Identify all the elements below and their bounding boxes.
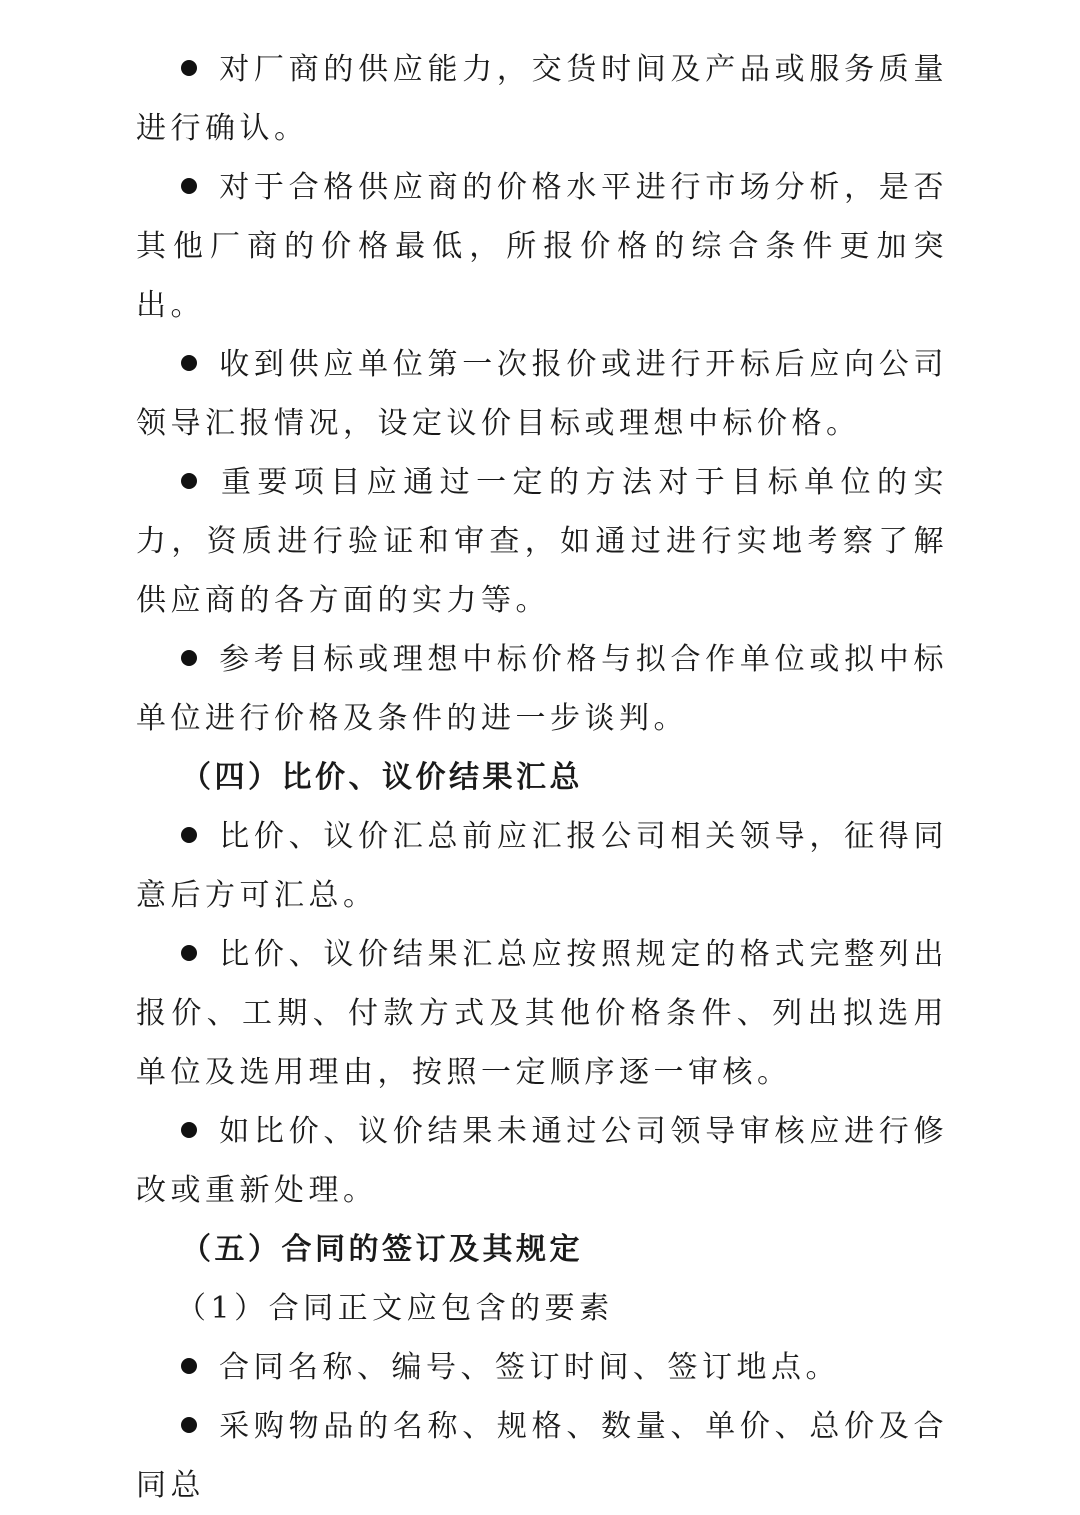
bullet-item [136,1338,948,1397]
bullet-text: 合同名称、编号、签订时间、签订地点。 [219,1350,840,1385]
bullet-dot-icon [181,60,197,76]
bullet-item [136,807,948,925]
bullet-dot-icon [181,1122,197,1138]
subsection-heading: （1）合同正文应包含的要素 [176,1291,614,1326]
document-page [136,40,948,1515]
bullet-item [136,158,948,335]
bullet-item [136,925,948,1102]
bullet-dot-icon [181,945,197,961]
bullet-text: 比价、议价汇总前应汇报公司相关领导，征得同意后方可汇总。 [136,819,948,913]
bullet-dot-icon [181,178,197,194]
bullet-item [136,1102,948,1220]
bullet-text: 如比价、议价结果未通过公司领导审核应进行修改或重新处理。 [136,1114,948,1208]
bullet-text: 比价、议价结果汇总应按照规定的格式完整列出报价、工期、付款方式及其他价格条件、列出拟选用单位及选用理由，按照一定顺序逐一审核。 [136,937,948,1090]
section-heading: （五）合同的签订及其规定 [181,1232,583,1267]
bullet-dot-icon [181,355,197,371]
bullet-text: 重要项目应通过一定的方法对于目标单位的实力，资质进行验证和审查，如通过进行实地考察了解供应商的各方面的实力等。 [136,465,948,618]
bullet-text: 对于合格供应商的价格水平进行市场分析，是否其他厂商的价格最低，所报价格的综合条件更加突出。 [136,170,948,323]
bullet-item [136,630,948,748]
section-heading: （四）比价、议价结果汇总 [181,760,583,795]
bullet-dot-icon [181,1358,197,1374]
bullet-dot-icon [181,650,197,666]
bullet-text: 收到供应单位第一次报价或进行开标后应向公司领导汇报情况，设定议价目标或理想中标价格。 [136,347,948,441]
bullet-dot-icon [181,1417,197,1433]
bullet-item [136,1397,948,1515]
bullet-item [136,453,948,630]
bullet-dot-icon [181,473,197,489]
bullet-item [136,40,948,158]
bullet-dot-icon [181,827,197,843]
bullet-text: 参考目标或理想中标价格与拟合作单位或拟中标单位进行价格及条件的进一步谈判。 [136,642,948,736]
bullet-text: 采购物品的名称、规格、数量、单价、总价及合同总 [136,1409,948,1503]
bullet-item [136,335,948,453]
bullet-text: 对厂商的供应能力，交货时间及产品或服务质量进行确认。 [136,52,948,146]
